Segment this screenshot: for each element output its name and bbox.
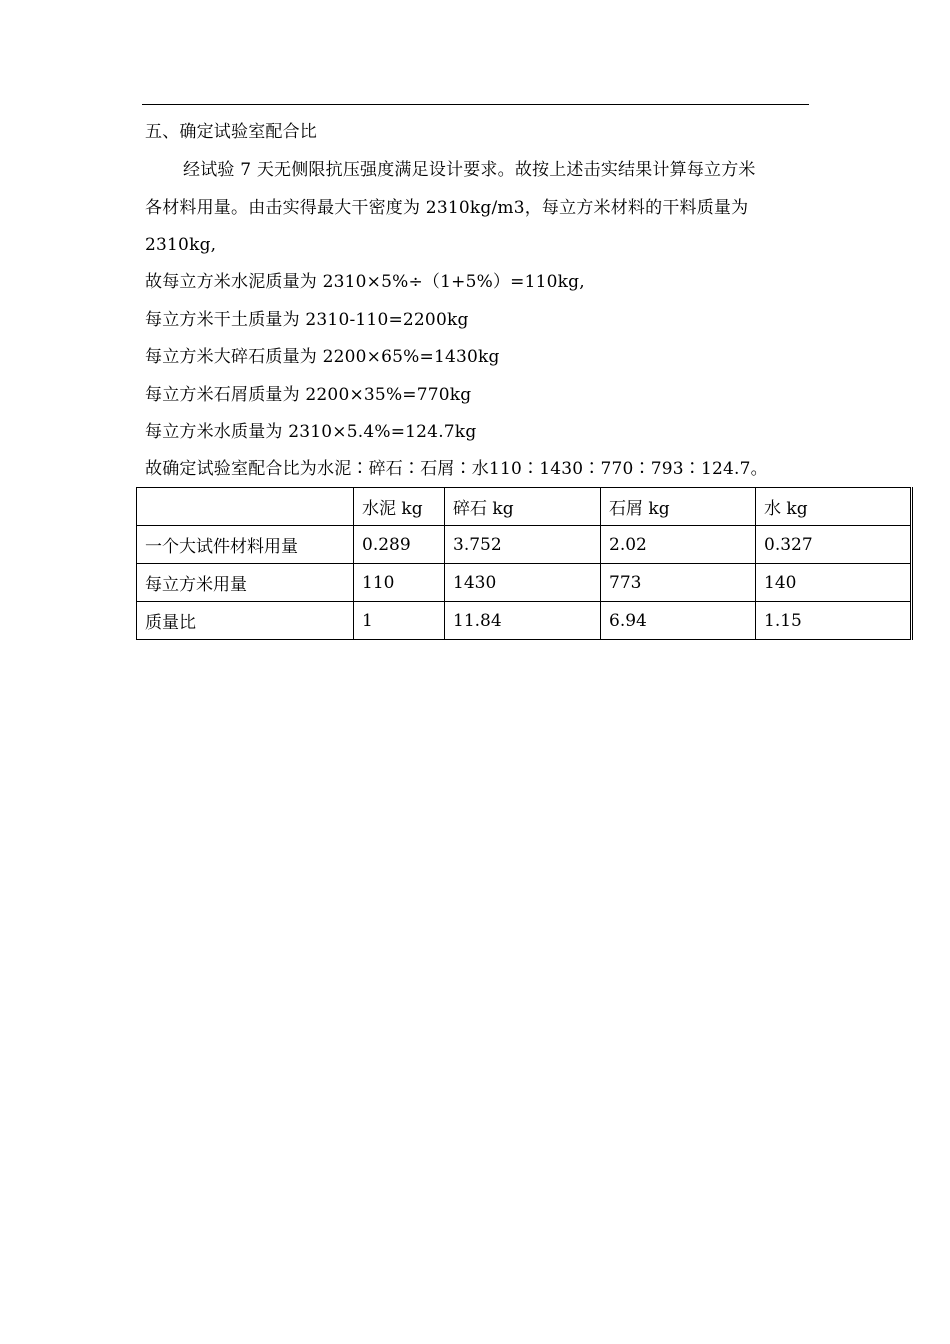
- table-cell: 6.94: [601, 602, 756, 640]
- header-rule: [142, 104, 809, 105]
- table-cell: 1: [354, 602, 445, 640]
- calc-dry-soil: 每立方米干土质量为 2310-110=2200kg: [145, 310, 469, 330]
- table-cell: 每立方米用量: [137, 564, 354, 602]
- table-header-cell: 石屑 kg: [601, 488, 756, 526]
- table-header-cell: [137, 488, 354, 526]
- table-cell: 1430: [445, 564, 601, 602]
- table-header-cell: 水 kg: [756, 488, 912, 526]
- table-cell: 一个大试件材料用量: [137, 526, 354, 564]
- mix-proportion-table: [136, 487, 913, 640]
- table-row: [137, 526, 912, 564]
- section-title: 五、确定试验室配合比: [145, 122, 317, 142]
- calc-cement: 故每立方米水泥质量为 2310×5%÷（1+5%）=110kg,: [145, 272, 585, 292]
- table-cell: 0.289: [354, 526, 445, 564]
- table-cell: 2.02: [601, 526, 756, 564]
- table-cell: 11.84: [445, 602, 601, 640]
- table-cell: 1.15: [756, 602, 912, 640]
- table-cell: 0.327: [756, 526, 912, 564]
- mix-ratio-conclusion: 故确定试验室配合比为水泥∶碎石∶石屑∶水110∶1430∶770∶793∶124.7。: [145, 459, 768, 479]
- calc-stone-chips: 每立方米石屑质量为 2200×35%=770kg: [145, 385, 472, 405]
- table-cell: 3.752: [445, 526, 601, 564]
- table-cell: 140: [756, 564, 912, 602]
- table-row: [137, 602, 912, 640]
- paragraph-line-3: 2310kg,: [145, 235, 217, 255]
- table-header-cell: 碎石 kg: [445, 488, 601, 526]
- table-row: [137, 564, 912, 602]
- table-cell: 质量比: [137, 602, 354, 640]
- table-cell: 110: [354, 564, 445, 602]
- table-cell: 773: [601, 564, 756, 602]
- calc-gravel: 每立方米大碎石质量为 2200×65%=1430kg: [145, 347, 500, 367]
- paragraph-line-2: 各材料用量。由击实得最大干密度为 2310kg/m3，每立方米材料的干料质量为: [145, 198, 749, 218]
- paragraph-line-1: 经试验 7 天无侧限抗压强度满足设计要求。故按上述击实结果计算每立方米: [183, 160, 756, 180]
- table-header-cell: 水泥 kg: [354, 488, 445, 526]
- calc-water: 每立方米水质量为 2310×5.4%=124.7kg: [145, 422, 477, 442]
- table-header-row: [137, 488, 912, 526]
